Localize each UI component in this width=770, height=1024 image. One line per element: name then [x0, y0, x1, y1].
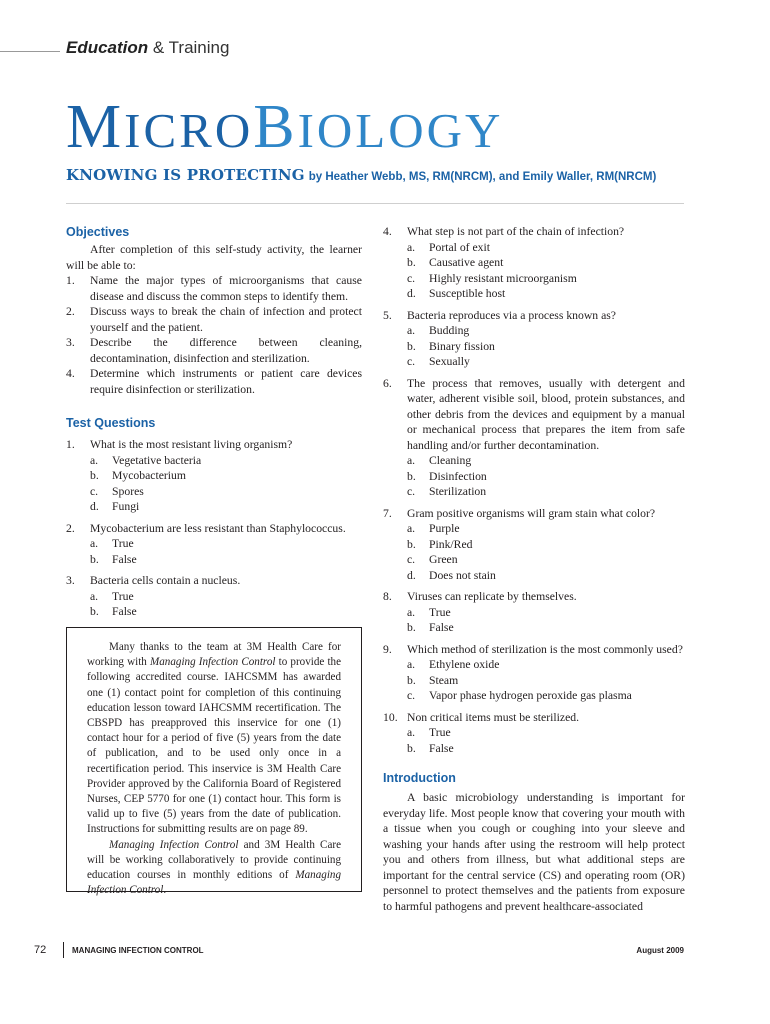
subtitle	[66, 166, 656, 185]
option-letter: d.	[407, 287, 416, 300]
objective-item	[66, 273, 362, 304]
accreditation-box	[66, 627, 362, 897]
option-text: Ethylene oxide	[429, 658, 500, 671]
objective-item	[66, 335, 362, 366]
option-text: Portal of exit	[429, 240, 491, 254]
option-letter: c.	[407, 271, 416, 285]
option-letter: b.	[407, 741, 416, 755]
option-text: Sterilization	[429, 485, 487, 498]
journal-name: Managing Infection Control	[109, 838, 239, 851]
option-letter: a.	[407, 605, 416, 619]
answer-option	[407, 323, 685, 339]
tagline: KNOWING IS PROTECTING	[66, 166, 305, 184]
option-text: Pink/Red	[429, 537, 473, 551]
option-letter: c.	[407, 553, 416, 566]
option-text: False	[112, 605, 137, 618]
question-item	[383, 642, 685, 704]
header-rule	[66, 203, 684, 204]
question-text: Which method of sterilization is the most commonly used?	[407, 642, 683, 656]
question-item	[66, 573, 362, 620]
option-text: True	[429, 605, 451, 619]
top-rule	[0, 51, 60, 52]
right-question-list	[383, 224, 685, 756]
question-text: Viruses can replicate by themselves.	[407, 590, 577, 603]
option-text: Highly resistant microorganism	[429, 271, 577, 285]
option-letter: d.	[90, 500, 99, 513]
answer-option	[90, 484, 362, 500]
option-letter: a.	[407, 240, 416, 254]
answer-option	[90, 536, 362, 552]
option-letter: b.	[90, 469, 99, 482]
title-part: B	[253, 93, 298, 161]
footer-date: August 2009	[636, 946, 684, 955]
answer-option	[407, 537, 685, 553]
answer-option	[407, 286, 685, 302]
option-letter: a.	[90, 589, 99, 603]
question-number: 8.	[383, 590, 392, 603]
question-item	[383, 224, 685, 302]
answer-option	[407, 657, 685, 673]
answer-option	[90, 468, 362, 484]
option-letter: c.	[90, 484, 99, 498]
objectives-intro: After completion of this self-study activity, the learner will be able to:	[66, 243, 362, 272]
question-text: The process that removes, usually with detergent and water, adherent visible soil, blood, protein substances, and other debris from the devices and equipment by a manual or mechanical process that prepares the item from safe handling and/or further decontamination.	[407, 376, 685, 452]
collaboration-paragraph	[87, 838, 341, 899]
option-text: True	[112, 537, 134, 550]
objective-number: 4.	[66, 367, 75, 380]
title-part: ICRO	[124, 103, 254, 158]
question-number: 10.	[383, 710, 398, 724]
objective-number: 3.	[66, 336, 75, 349]
question-number: 3.	[66, 574, 75, 587]
answer-option	[407, 271, 685, 287]
accreditation-paragraph	[87, 640, 341, 838]
option-letter: b.	[407, 537, 416, 551]
footer-divider	[63, 942, 64, 958]
question-number: 2.	[66, 521, 75, 535]
question-item	[383, 376, 685, 500]
option-letter: a.	[407, 522, 416, 535]
title-part: M	[66, 93, 125, 161]
option-letter: a.	[407, 658, 416, 671]
question-item	[383, 506, 685, 584]
answer-option	[407, 673, 685, 689]
question-text: Gram positive organisms will gram stain what color?	[407, 506, 656, 520]
answer-option	[407, 552, 685, 568]
option-letter: a.	[407, 324, 416, 337]
answer-option	[90, 589, 362, 605]
test-questions-heading: Test Questions	[66, 416, 156, 430]
option-letter: d.	[407, 568, 416, 582]
option-text: Does not stain	[429, 568, 496, 582]
journal-name: Managing Infection Control	[87, 869, 341, 897]
question-text: Non critical items must be sterilized.	[407, 710, 580, 724]
option-text: Binary fission	[429, 339, 495, 353]
box-text: and 3M Health Care will be working collaboratively to provide continuing education courses in monthly editions of	[87, 838, 341, 882]
option-text: Sexually	[429, 355, 470, 368]
answer-option	[407, 688, 685, 704]
option-text: Susceptible host	[429, 287, 506, 300]
answer-option	[90, 499, 362, 515]
objective-number: 1.	[66, 274, 75, 287]
option-text: Disinfection	[429, 469, 487, 483]
title-part: IOLOGY	[297, 103, 504, 158]
answer-option	[407, 521, 685, 537]
option-text: True	[429, 726, 451, 739]
page-number: 72	[34, 944, 47, 956]
objective-item	[66, 366, 362, 397]
introduction-heading: Introduction	[383, 771, 456, 785]
objectives-heading: Objectives	[66, 225, 130, 239]
option-text: Purple	[429, 522, 460, 535]
option-text: Budding	[429, 324, 470, 337]
question-item	[383, 710, 685, 757]
objective-text: Name the major types of microorganisms that cause disease and discuss the common steps to identify them.	[90, 274, 362, 303]
option-letter: b.	[407, 339, 416, 353]
answer-option	[407, 240, 685, 256]
option-text: Vapor phase hydrogen peroxide gas plasma	[429, 689, 632, 702]
question-text: Bacteria reproduces via a process known as?	[407, 308, 616, 322]
question-text: What step is not part of the chain of infection?	[407, 225, 625, 238]
question-text: What is the most resistant living organism?	[90, 438, 293, 451]
box-text: .	[163, 884, 167, 897]
question-item	[383, 308, 685, 370]
option-letter: b.	[407, 621, 416, 634]
objective-text: Describe the difference between cleaning, decontamination, disinfection and sterilization.	[90, 336, 362, 365]
option-text: Steam	[429, 673, 459, 687]
section-label	[66, 38, 229, 58]
question-number: 1.	[66, 438, 75, 451]
objective-item	[66, 304, 362, 335]
answer-option	[90, 552, 362, 568]
option-letter: b.	[407, 673, 416, 687]
option-text: Fungi	[112, 500, 140, 513]
option-text: Mycobacterium	[112, 469, 186, 482]
question-text: Bacteria cells contain a nucleus.	[90, 574, 241, 587]
option-letter: b.	[90, 552, 99, 566]
answer-option	[407, 725, 685, 741]
answer-option	[407, 620, 685, 636]
question-number: 7.	[383, 506, 392, 520]
option-text: Causative agent	[429, 256, 504, 269]
objective-number: 2.	[66, 305, 75, 318]
answer-option	[407, 484, 685, 500]
answer-option	[90, 604, 362, 620]
question-item	[66, 521, 362, 568]
section-strong: Education	[66, 38, 149, 57]
option-letter: b.	[407, 469, 416, 483]
question-item	[66, 437, 362, 515]
option-text: Vegetative bacteria	[112, 453, 202, 467]
question-text: Mycobacterium are less resistant than Staphylococcus.	[90, 521, 346, 535]
option-text: True	[112, 589, 134, 603]
option-letter: c.	[407, 689, 416, 702]
question-item	[383, 589, 685, 636]
answer-option	[407, 354, 685, 370]
footer-journal: MANAGING INFECTION CONTROL	[72, 946, 204, 955]
objective-text: Determine which instruments or patient care devices require disinfection or sterilization.	[90, 367, 362, 396]
option-letter: a.	[407, 454, 416, 467]
answer-option	[407, 469, 685, 485]
byline: by Heather Webb, MS, RM(NRCM), and Emily Waller, RM(NRCM)	[308, 171, 657, 183]
box-text: to provide the following accredited course. IAHCSMM has awarded one (1) contact point for completion of this continuing education lesson toward IAHCSMM recertification. The CBSPD has preapproved this inservice for one (1) contact hour for a period of five (5) years from the date of publication, and to be used only once in a recertification period. This inservice is 3M Health Care Provider approved by the California Board of Registered Nurses, CEP 5770 for one (1) contact hour. This form is valid up to five (5) years from the date of publication. Instructions for submitting results are on page 89.	[87, 656, 341, 836]
left-column	[66, 224, 362, 626]
option-text: Green	[429, 553, 458, 566]
article-title	[66, 93, 504, 166]
option-text: False	[429, 741, 454, 755]
option-text: Spores	[112, 484, 144, 498]
option-letter: a.	[90, 537, 99, 550]
objective-text: Discuss ways to break the chain of infection and protect yourself and the patient.	[90, 305, 362, 334]
right-column	[383, 224, 685, 914]
answer-option	[90, 453, 362, 469]
question-number: 6.	[383, 376, 392, 390]
option-letter: a.	[90, 453, 99, 467]
answer-option	[407, 453, 685, 469]
option-text: Cleaning	[429, 454, 472, 467]
option-text: False	[112, 552, 137, 566]
question-number: 5.	[383, 308, 392, 322]
option-letter: b.	[407, 256, 416, 269]
option-letter: c.	[407, 355, 416, 368]
left-question-list	[66, 437, 362, 620]
page-footer	[34, 944, 684, 958]
question-number: 9.	[383, 642, 392, 656]
answer-option	[407, 255, 685, 271]
option-letter: c.	[407, 485, 416, 498]
section-rest: & Training	[152, 38, 230, 57]
answer-option	[407, 605, 685, 621]
answer-option	[407, 339, 685, 355]
option-letter: b.	[90, 605, 99, 618]
journal-name: Managing Infection Control	[150, 656, 276, 669]
question-number: 4.	[383, 225, 392, 238]
box-text: Many thanks to the team at 3M Health Care for working with	[87, 641, 341, 669]
introduction-text: A basic microbiology understanding is important for everyday life. Most people know that covering your mouth with a tissue when you cough or coughing into your sleeve and washing your hands after using the restroom will help protect you and others from illness, but what additional steps are important for the central service (CS) and operating room (OR) personnel to protect themselves and the patients from exposure to harmful pathogens and prevent healthcare-associated	[383, 791, 685, 913]
answer-option	[407, 568, 685, 584]
option-text: False	[429, 621, 454, 634]
option-letter: a.	[407, 726, 416, 739]
answer-option	[407, 741, 685, 757]
